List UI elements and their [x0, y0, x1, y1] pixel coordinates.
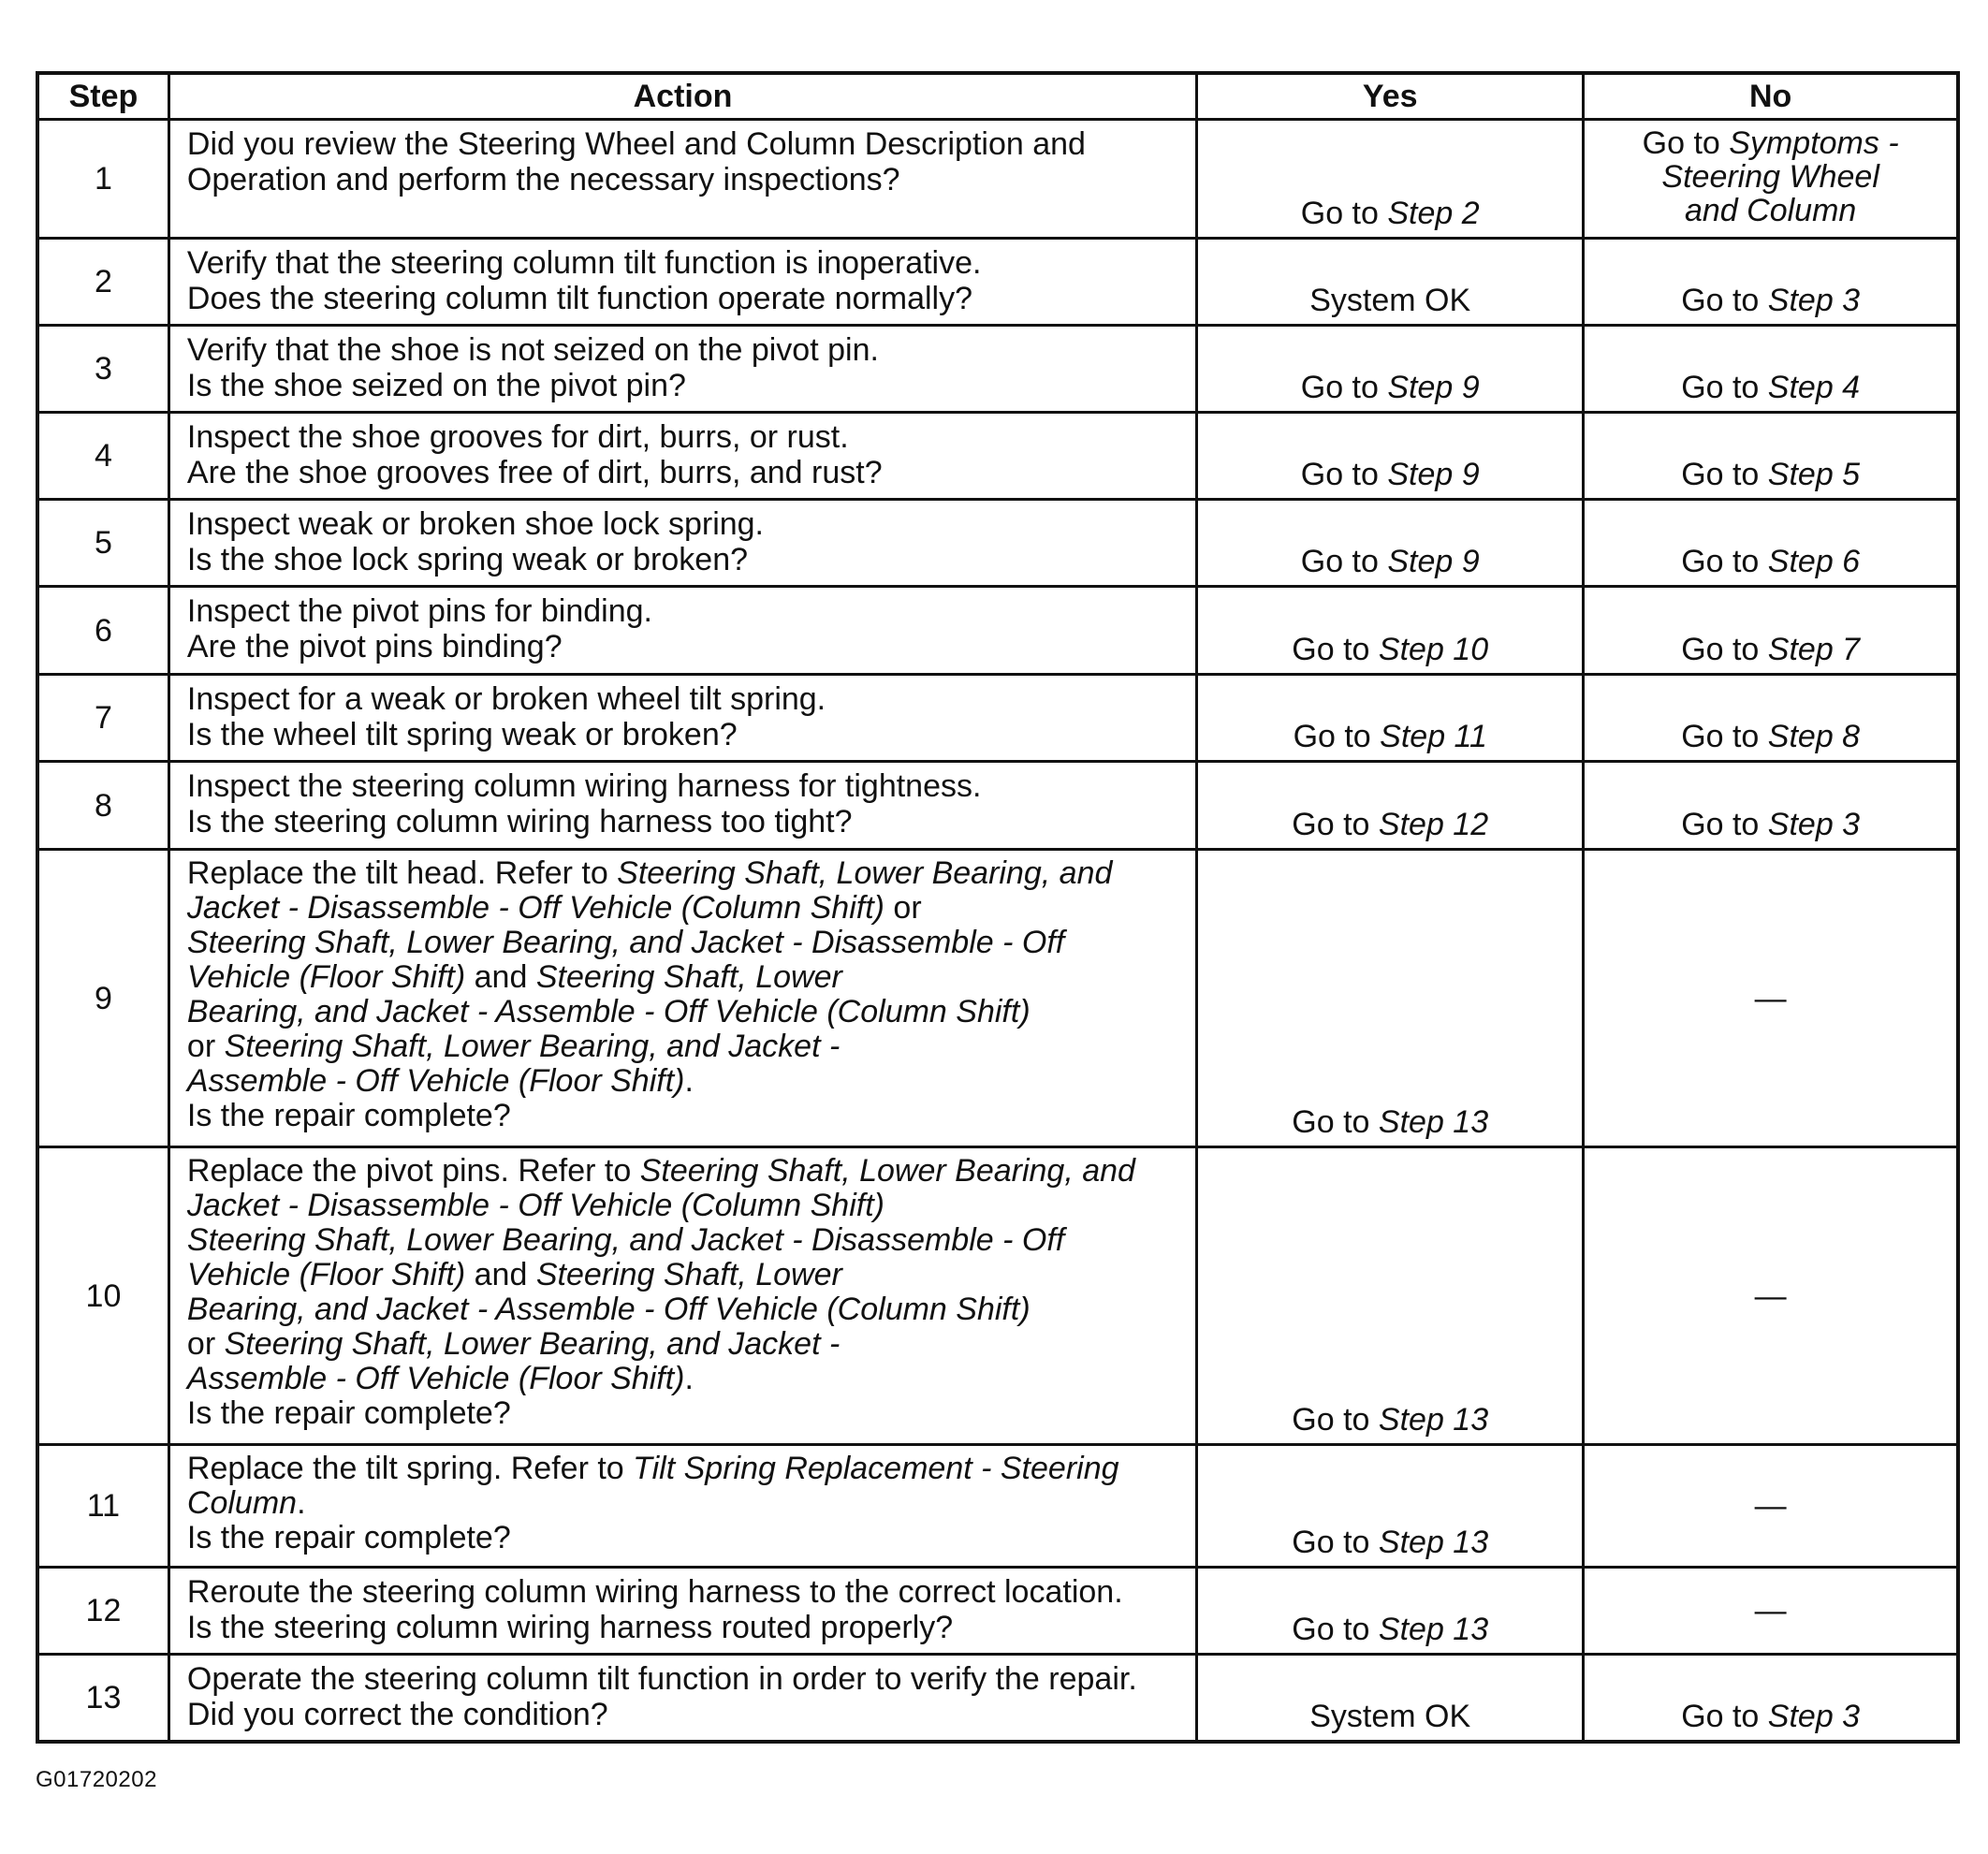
table-row — [37, 120, 1958, 239]
action-text: Replace the tilt head. Refer to — [186, 855, 618, 891]
table-row — [37, 413, 1958, 500]
action-line — [187, 1327, 1178, 1362]
no-cell — [1584, 239, 1958, 326]
step-number: 5 — [37, 500, 168, 587]
goto-prefix: Go to — [1681, 544, 1768, 579]
goto-prefix: Go to — [1681, 1699, 1768, 1734]
action-line: Verify that the shoe is not seized on the pivot pin. — [186, 332, 879, 368]
no-cell — [1584, 120, 1958, 239]
no-cell — [1584, 1445, 1958, 1568]
goto-prefix: Go to — [1681, 283, 1768, 318]
goto-step-reference: Step 6 — [1767, 544, 1861, 579]
action-text: or — [186, 1029, 225, 1064]
goto-step-reference: Step 12 — [1378, 807, 1489, 842]
action-line: Inspect the steering column wiring harness for tightness. — [186, 768, 982, 804]
goto-step-reference: Step 3 — [1767, 283, 1861, 318]
step-number: 12 — [37, 1568, 168, 1655]
action-cell — [168, 587, 1196, 675]
action-line — [187, 1292, 1178, 1327]
action-line: Inspect the shoe grooves for dirt, burrs, or rust. — [186, 419, 849, 455]
goto-step-reference: Step 13 — [1378, 1104, 1489, 1140]
action-line — [187, 856, 1178, 891]
action-cell — [168, 850, 1196, 1147]
action-line: Inspect the pivot pins for binding. — [186, 593, 652, 629]
procedure-reference: Steering Shaft, Lower Bearing, and Jacket - Disassemble - Off — [186, 1222, 1065, 1258]
procedure-reference: Vehicle (Floor Shift) — [186, 1257, 466, 1292]
no-dash: — — [1754, 1277, 1787, 1314]
procedure-reference: Tilt Spring Replacement - Steering — [633, 1451, 1119, 1486]
action-cell — [168, 500, 1196, 587]
procedure-reference: Column — [186, 1485, 298, 1521]
header-no: No — [1584, 73, 1958, 120]
table-row — [37, 1568, 1958, 1655]
procedure-reference: Bearing, and Jacket - Assemble - Off Vehicle (Column Shift) — [186, 994, 1031, 1029]
action-line: Are the shoe grooves free of dirt, burrs, and rust? — [186, 455, 883, 490]
action-line: Inspect weak or broken shoe lock spring. — [186, 506, 765, 542]
action-line — [187, 1452, 1178, 1486]
no-cell — [1584, 326, 1958, 413]
action-line: Is the steering column wiring harness routed properly? — [186, 1610, 954, 1645]
procedure-reference: Assemble - Off Vehicle (Floor Shift) — [186, 1063, 685, 1099]
action-line: Verify that the steering column tilt function is inoperative. — [186, 245, 982, 281]
procedure-reference: Jacket - Disassemble - Off Vehicle (Column Shift) — [186, 1188, 884, 1223]
goto-prefix: Go to — [1293, 719, 1381, 754]
table-row — [37, 326, 1958, 413]
action-line: Inspect for a weak or broken wheel tilt spring. — [186, 681, 826, 717]
goto-step-reference: Step 4 — [1767, 370, 1861, 405]
goto-prefix: Go to — [1681, 719, 1768, 754]
action-line — [187, 1258, 1178, 1292]
procedure-reference: Jacket - Disassemble - Off Vehicle (Column Shift) — [186, 890, 884, 926]
goto-step-reference: Step 13 — [1378, 1525, 1489, 1560]
goto-prefix: Go to — [1292, 1402, 1379, 1438]
step-number: 6 — [37, 587, 168, 675]
goto-step-reference: Step 9 — [1387, 370, 1480, 405]
no-ref-line — [1585, 194, 1956, 227]
goto-step-reference: Step 9 — [1387, 457, 1480, 492]
table-header-row — [37, 73, 1958, 120]
goto-prefix: Go to — [1292, 807, 1379, 842]
procedure-reference: Vehicle (Floor Shift) — [186, 959, 466, 995]
yes-cell — [1197, 1568, 1584, 1655]
goto-prefix: Go to — [1300, 457, 1388, 492]
goto-prefix: Go to — [1292, 632, 1379, 667]
goto-step-reference: Step 13 — [1378, 1612, 1489, 1647]
action-line — [187, 1486, 1178, 1521]
action-line: Did you review the Steering Wheel and Column Description and — [186, 126, 1086, 162]
action-cell — [168, 675, 1196, 762]
action-line: Is the shoe lock spring weak or broken? — [186, 542, 749, 577]
table-row — [37, 850, 1958, 1147]
action-line — [187, 1362, 1178, 1396]
no-cell — [1584, 1147, 1958, 1445]
no-cell — [1584, 413, 1958, 500]
no-cell — [1584, 1568, 1958, 1655]
action-cell — [168, 1147, 1196, 1445]
goto-step-reference: Step 10 — [1378, 632, 1489, 667]
goto-step-reference: Step 7 — [1767, 632, 1861, 667]
no-cell — [1584, 675, 1958, 762]
no-cell — [1584, 587, 1958, 675]
header-step: Step — [37, 73, 168, 120]
yes-cell — [1197, 675, 1584, 762]
goto-prefix: Go to — [1681, 457, 1768, 492]
yes-cell — [1197, 1147, 1584, 1445]
no-dash: — — [1754, 1593, 1787, 1628]
step-number: 10 — [37, 1147, 168, 1445]
action-line — [187, 891, 1178, 926]
no-ref-line — [1585, 160, 1956, 194]
step-number: 13 — [37, 1655, 168, 1743]
step-number: 3 — [37, 326, 168, 413]
yes-cell — [1197, 762, 1584, 850]
action-line — [187, 1223, 1178, 1258]
action-cell — [168, 1655, 1196, 1743]
action-cell — [168, 326, 1196, 413]
yes-cell — [1197, 587, 1584, 675]
procedure-reference: Steering Shaft, Lower Bearing, and Jacket - Disassemble - Off — [186, 925, 1065, 960]
no-ref-line — [1585, 126, 1956, 160]
yes-cell — [1197, 850, 1584, 1147]
action-text: Is the repair complete? — [186, 1395, 511, 1431]
action-cell — [168, 413, 1196, 500]
no-cell — [1584, 1655, 1958, 1743]
action-line: Reroute the steering column wiring harness to the correct location. — [186, 1574, 1123, 1610]
no-cell — [1584, 762, 1958, 850]
no-cell — [1584, 850, 1958, 1147]
table-body — [37, 120, 1958, 1743]
action-line: Is the wheel tilt spring weak or broken? — [186, 717, 738, 752]
goto-prefix: Go to — [1681, 807, 1768, 842]
yes-cell — [1197, 120, 1584, 239]
goto-step-reference: Step 3 — [1767, 1699, 1861, 1734]
yes-cell — [1197, 1445, 1584, 1568]
goto-step-reference: Step 5 — [1767, 457, 1861, 492]
goto-step-reference: Step 3 — [1767, 807, 1861, 842]
goto-prefix: Go to — [1300, 370, 1388, 405]
action-cell — [168, 239, 1196, 326]
yes-result: System OK — [1309, 1699, 1471, 1734]
action-line: Are the pivot pins binding? — [186, 629, 563, 664]
procedure-reference: Steering Shaft, Lower — [535, 1257, 842, 1292]
action-line: Is the steering column wiring harness too tight? — [186, 804, 853, 839]
goto-step-reference: Step 9 — [1387, 544, 1480, 579]
action-text: or — [186, 1326, 225, 1362]
goto-prefix: Go to — [1681, 632, 1768, 667]
goto-prefix: Go to — [1300, 544, 1388, 579]
procedure-reference: Steering Shaft, Lower Bearing, and — [617, 855, 1113, 891]
action-text: . — [297, 1485, 306, 1521]
action-line — [187, 1396, 1178, 1431]
yes-cell — [1197, 326, 1584, 413]
goto-prefix: Go to — [1292, 1525, 1379, 1560]
no-cell — [1584, 500, 1958, 587]
action-line: Is the shoe seized on the pivot pin? — [186, 368, 686, 403]
action-line — [187, 926, 1178, 960]
goto-prefix: Go to — [1681, 370, 1768, 405]
header-action: Action — [168, 73, 1196, 120]
diagnostic-table — [36, 71, 1960, 1744]
action-text: . — [684, 1361, 694, 1396]
table-row — [37, 239, 1958, 326]
table-row — [37, 587, 1958, 675]
procedure-reference: Steering Shaft, Lower — [535, 959, 842, 995]
action-text: . — [684, 1063, 694, 1099]
action-cell — [168, 1445, 1196, 1568]
yes-result: System OK — [1309, 283, 1471, 318]
step-number: 11 — [37, 1445, 168, 1568]
action-text: and — [465, 959, 536, 995]
goto-prefix: Go to — [1292, 1104, 1379, 1140]
step-number: 2 — [37, 239, 168, 326]
table-row — [37, 1445, 1958, 1568]
action-line — [187, 1189, 1178, 1223]
table-row — [37, 1655, 1958, 1743]
procedure-reference: Bearing, and Jacket - Assemble - Off Vehicle (Column Shift) — [186, 1292, 1031, 1327]
step-number: 7 — [37, 675, 168, 762]
header-yes: Yes — [1197, 73, 1584, 120]
goto-step-reference: Step 8 — [1767, 719, 1861, 754]
goto-prefix: Go to — [1292, 1612, 1379, 1647]
action-line — [187, 1154, 1178, 1189]
action-text: or — [884, 890, 922, 926]
action-line — [187, 1099, 1178, 1133]
action-cell — [168, 762, 1196, 850]
goto-step-reference: Step 2 — [1387, 196, 1480, 231]
yes-cell — [1197, 500, 1584, 587]
yes-cell — [1197, 1655, 1584, 1743]
action-text: Is the repair complete? — [186, 1520, 511, 1555]
figure-id: G01720202 — [36, 1767, 157, 1792]
yes-cell — [1197, 239, 1584, 326]
action-line — [187, 995, 1178, 1029]
action-line: Did you correct the condition? — [186, 1697, 608, 1732]
action-line — [187, 1029, 1178, 1064]
step-number: 8 — [37, 762, 168, 850]
table-row — [37, 500, 1958, 587]
action-text: Is the repair complete? — [186, 1098, 511, 1133]
action-line: Operate the steering column tilt function in order to verify the repair. — [186, 1661, 1137, 1697]
procedure-reference: Steering Shaft, Lower Bearing, and Jacket - — [224, 1326, 841, 1362]
procedure-reference: Assemble - Off Vehicle (Floor Shift) — [186, 1361, 685, 1396]
action-text: Replace the pivot pins. Refer to — [186, 1153, 640, 1189]
table-row — [37, 675, 1958, 762]
step-number: 9 — [37, 850, 168, 1147]
action-line: Operation and perform the necessary inspections? — [186, 162, 900, 197]
action-line — [187, 1521, 1178, 1555]
goto-reference: Steering Wheel — [1661, 159, 1879, 195]
goto-step-reference: Step 11 — [1380, 719, 1487, 754]
action-cell — [168, 120, 1196, 239]
goto-prefix: Go to — [1642, 125, 1730, 161]
action-line: Does the steering column tilt function operate normally? — [186, 281, 973, 316]
procedure-reference: Steering Shaft, Lower Bearing, and Jacket - — [224, 1029, 841, 1064]
step-number: 4 — [37, 413, 168, 500]
action-text: Replace the tilt spring. Refer to — [186, 1451, 634, 1486]
action-text: and — [465, 1257, 536, 1292]
goto-reference: Symptoms - — [1729, 125, 1899, 161]
action-cell — [168, 1568, 1196, 1655]
no-dash: — — [1754, 980, 1787, 1016]
goto-prefix: Go to — [1300, 196, 1388, 231]
goto-reference: and Column — [1684, 193, 1857, 228]
table-row — [37, 762, 1958, 850]
yes-cell — [1197, 413, 1584, 500]
action-line — [187, 960, 1178, 995]
goto-step-reference: Step 13 — [1378, 1402, 1489, 1438]
step-number: 1 — [37, 120, 168, 239]
action-line — [187, 1064, 1178, 1099]
table-row — [37, 1147, 1958, 1445]
no-dash: — — [1754, 1488, 1787, 1524]
procedure-reference: Steering Shaft, Lower Bearing, and — [639, 1153, 1135, 1189]
